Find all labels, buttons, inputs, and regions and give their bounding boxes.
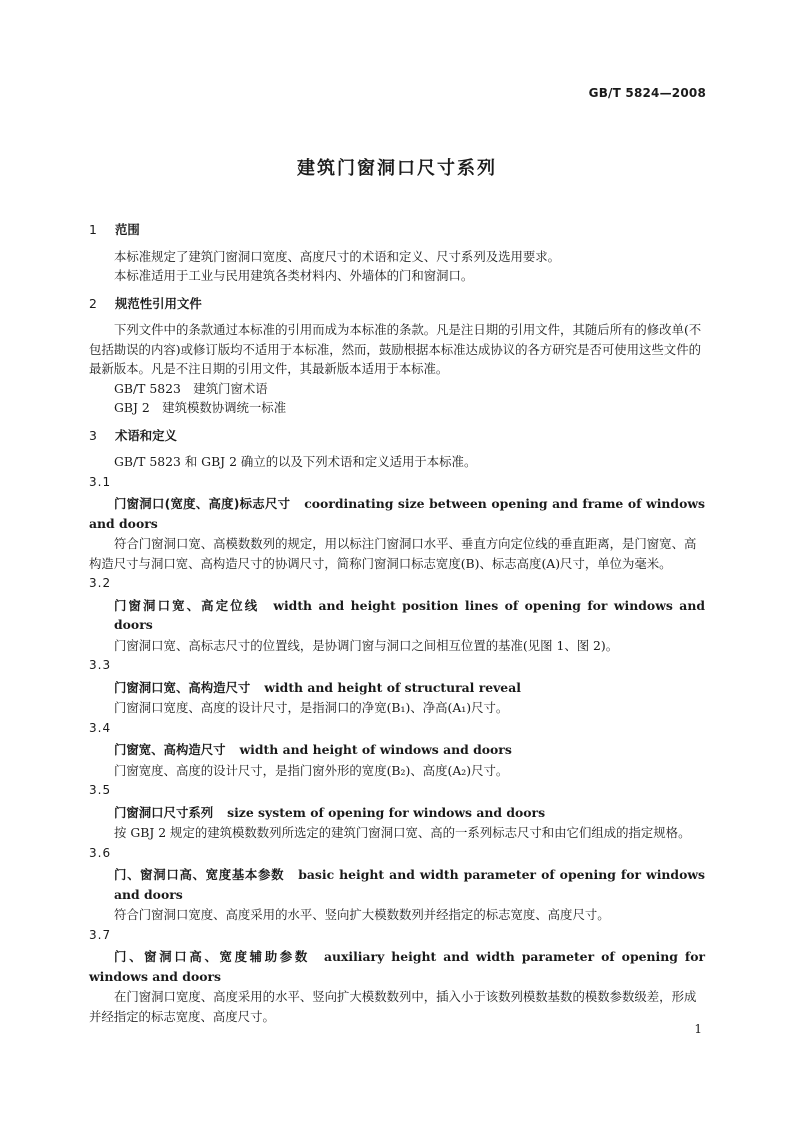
term-number: 3.1 [89,474,112,489]
section-3-heading [89,426,705,446]
term-heading [89,740,705,760]
term-en: auxiliary height and width parameter of opening for windows and doors [89,949,706,984]
term-zh: 门窗洞口宽、高构造尺寸 [114,679,251,695]
term-heading [89,865,705,904]
standard-code: GB/T 5824—2008 [588,86,706,100]
section-1-heading [89,220,705,240]
section-number: 1 [89,222,97,237]
term-heading [89,803,705,823]
term-zh: 门、窗洞口高、宽度辅助参数 [114,949,310,964]
term-en: coordinating size between opening and frame of windows and doors [89,496,705,531]
document-body [89,220,705,1026]
term-definition: 符合门窗洞口宽、高模数数列的规定，用以标注门窗洞口水平、垂直方向定位线的垂直距离，是门窗宽、高构造尺寸与洞口宽、高构造尺寸的协调尺寸，简称门窗洞口标志宽度(B)、标志高度(A)尺寸，单位为毫米。 [89,536,697,571]
term-number: 3.6 [89,845,112,860]
section-title: 范围 [115,222,140,237]
term-definition: 按 GBJ 2 规定的建筑模数数列所选定的建筑门窗洞口宽、高的一系列标志尺寸和由它们组成的指定规格。 [114,825,691,840]
term-en: size system of opening for windows and doors [227,804,546,820]
term-number: 3.2 [89,576,112,590]
section-title: 规范性引用文件 [115,295,202,311]
term-definition: 在门窗洞口宽度、高度采用的水平、竖向扩大模数数列中，插入小于该数列模数基数的模数参数级差，形成并经指定的标志宽度、高度尺寸。 [89,989,697,1024]
term-number: 3.5 [89,783,112,797]
term-zh: 门窗洞口宽、高定位线 [114,597,260,613]
section-title: 术语和定义 [115,427,177,443]
term-number: 3.4 [89,720,112,735]
paragraph: GB/T 5823 和 GBJ 2 确立的以及下列术语和定义适用于本标准。 [114,454,477,469]
paragraph: 本标准适用于工业与民用建筑各类材料内、外墙体的门和窗洞口。 [114,268,474,283]
term-definition: 门窗洞口宽、高标志尺寸的位置线，是协调门窗与洞口之间相互位置的基准(见图 1、图 2)。 [114,637,619,653]
section-2-heading [89,294,705,314]
term-heading [89,947,705,986]
term-en: width and height of structural reveal [264,679,521,695]
term-zh: 门窗洞口(宽度、高度)标志尺寸 [114,496,291,511]
term-en: width and height of windows and doors [239,742,512,757]
page-title: 建筑门窗洞口尺寸系列 [297,158,497,179]
term-heading [89,494,705,533]
term-en: basic height and width parameter of opening for windows and doors [114,867,705,902]
term-number: 3.3 [89,658,112,672]
term-heading [89,596,705,635]
term-number: 3.7 [89,927,112,942]
term-definition: 符合门窗洞口宽度、高度采用的水平、竖向扩大模数数列并经指定的标志宽度、高度尺寸。 [114,907,610,922]
term-zh: 门窗洞口尺寸系列 [114,804,214,820]
term-definition: 门窗宽度、高度的设计尺寸，是指门窗外形的宽度(B₂)、高度(A₂)尺寸。 [114,762,509,778]
normative-reference: GB/T 5823 建筑门窗术语 [114,380,268,396]
term-definition: 门窗洞口宽度、高度的设计尺寸，是指洞口的净宽(B₁)、净高(A₁)尺寸。 [114,700,509,715]
term-zh: 门窗宽、高构造尺寸 [114,742,226,757]
paragraph: 本标准规定了建筑门窗洞口宽度、高度尺寸的术语和定义、尺寸系列及选用要求。 [114,248,561,264]
term-zh: 门、窗洞口高、宽度基本参数 [114,867,285,882]
term-en: width and height position lines of opening for windows and doors [114,597,705,632]
term-heading [89,678,705,698]
normative-reference: GBJ 2 建筑模数协调统一标准 [114,400,287,415]
section-number: 3 [89,427,97,443]
page-number: 1 [694,1022,702,1036]
paragraph: 下列文件中的条款通过本标准的引用而成为本标准的条款。凡是注日期的引用文件，其随后所有的修改单(不包括勘误的内容)或修订版均不适用于本标准，然而，鼓励根据本标准达成协议的各方研究是否可使用这些文件的最新版本。凡是不注日期的引用文件，其最新版本适用于本标准。 [89,322,702,376]
section-number: 2 [89,295,97,311]
